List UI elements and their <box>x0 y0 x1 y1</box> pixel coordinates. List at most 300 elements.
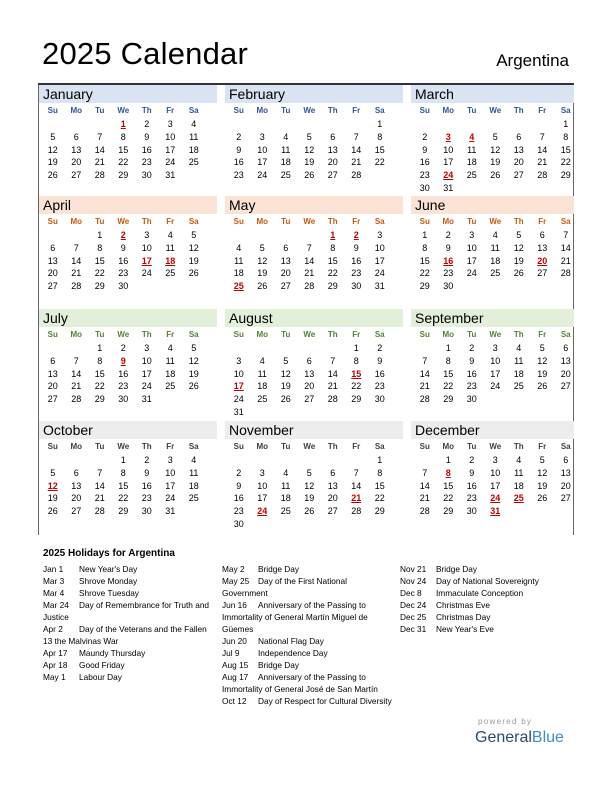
weekday-label: Tu <box>281 330 291 339</box>
day-cell: 9 <box>422 144 428 155</box>
weekday-label: Sa <box>188 442 199 451</box>
weekday-label: We <box>303 330 316 339</box>
weekday-label: Tu <box>467 330 477 339</box>
holiday-name: National Flag Day <box>258 636 324 646</box>
day-cell: 11 <box>467 144 477 155</box>
holiday-date: Aug 17 <box>222 672 249 682</box>
day-cell: 21 <box>327 381 338 392</box>
day-cell: 2 <box>422 131 428 142</box>
day-cell: 26 <box>257 281 268 292</box>
day-cell: 16 <box>466 368 477 379</box>
holiday-name: Christmas Day <box>436 612 491 622</box>
day-cell: 3 <box>167 119 173 129</box>
weekday-label: Th <box>141 217 152 226</box>
day-cell: 8 <box>120 467 126 478</box>
weekday-label: Su <box>419 442 430 451</box>
day-cell: 15 <box>118 144 129 155</box>
brand-general: General <box>475 729 532 746</box>
day-cell: 20 <box>560 480 571 491</box>
holiday-name: Independence Day <box>258 648 328 658</box>
day-cell: 15 <box>443 368 454 379</box>
day-cell: 30 <box>443 281 454 292</box>
holiday-entry <box>43 587 213 599</box>
day-cell: 25 <box>280 170 291 181</box>
empty-cell <box>227 454 251 467</box>
weekday-label: We <box>117 330 130 339</box>
day-cell: 17 <box>466 255 477 266</box>
holiday-name: Day of the Veterans and the Fallen 13 the Malvinas War <box>43 624 207 646</box>
day-cell: 8 <box>377 131 383 142</box>
day-cell: 29 <box>419 281 430 292</box>
weekday-header <box>225 439 403 454</box>
day-cell: 15 <box>419 255 430 266</box>
day-cell: 21 <box>71 381 82 392</box>
day-cell: 19 <box>188 255 199 266</box>
holiday-day: 24 <box>257 506 268 517</box>
day-grid <box>39 229 217 293</box>
holiday-name: Day of National Sovereignty <box>436 576 539 586</box>
day-cell: 23 <box>141 493 152 504</box>
day-cell: 14 <box>94 480 105 491</box>
day-cell: 19 <box>47 157 58 168</box>
holiday-date: Jun 20 <box>222 636 247 646</box>
empty-cell <box>274 454 298 467</box>
holiday-entry <box>43 659 213 671</box>
day-cell: 15 <box>443 480 454 491</box>
day-cell: 13 <box>537 242 548 253</box>
day-cell: 4 <box>516 343 522 353</box>
holiday-entry <box>400 611 580 623</box>
day-cell: 20 <box>71 157 82 168</box>
weekday-label: Sa <box>374 330 385 339</box>
empty-cell <box>345 118 369 131</box>
day-cell: 4 <box>283 467 289 478</box>
weekday-label: Fr <box>352 106 361 115</box>
day-cell: 26 <box>47 506 58 517</box>
holiday-day: 9 <box>120 355 126 366</box>
holiday-entry <box>400 599 580 611</box>
weekday-label: Sa <box>560 106 571 115</box>
day-cell: 3 <box>144 343 150 353</box>
day-cell: 27 <box>71 506 82 517</box>
weekday-label: Th <box>327 106 338 115</box>
day-cell: 4 <box>191 455 197 465</box>
day-cell: 18 <box>188 480 199 491</box>
day-cell: 20 <box>71 493 82 504</box>
day-cell: 26 <box>304 506 315 517</box>
day-cell: 1 <box>377 455 383 465</box>
day-cell: 20 <box>47 268 58 279</box>
day-cell: 11 <box>189 467 199 478</box>
weekday-label: Th <box>513 442 524 451</box>
day-grid <box>411 229 574 293</box>
holiday-entry <box>43 671 213 683</box>
day-cell: 10 <box>466 242 477 253</box>
empty-cell <box>251 454 275 467</box>
day-cell: 24 <box>141 268 152 279</box>
day-cell: 24 <box>490 381 501 392</box>
day-cell: 21 <box>71 268 82 279</box>
day-cell: 8 <box>120 131 126 142</box>
empty-cell <box>531 118 555 131</box>
day-cell: 4 <box>283 131 289 142</box>
weekday-label: Th <box>141 330 152 339</box>
calendar-grid <box>38 83 574 535</box>
day-cell: 29 <box>327 281 338 292</box>
day-cell: 9 <box>353 242 359 253</box>
day-cell: 25 <box>165 381 176 392</box>
weekday-label: Th <box>141 442 152 451</box>
holiday-date: Apr 17 <box>43 648 68 658</box>
day-cell: 24 <box>165 157 176 168</box>
day-cell: 17 <box>257 157 268 168</box>
holiday-day: 4 <box>469 131 475 142</box>
day-cell: 2 <box>236 131 242 142</box>
day-cell: 3 <box>259 467 265 478</box>
weekday-label: Sa <box>560 442 571 451</box>
holiday-column <box>400 563 580 635</box>
day-cell: 21 <box>560 255 571 266</box>
day-cell: 8 <box>377 467 383 478</box>
weekday-label: Tu <box>467 442 477 451</box>
day-cell: 9 <box>469 355 475 366</box>
day-cell: 24 <box>141 381 152 392</box>
day-cell: 13 <box>47 255 58 266</box>
empty-cell <box>298 342 322 355</box>
holiday-name: Anniversary of the Passing to Immortality of General Martín Miguel de Güemes <box>222 600 368 634</box>
empty-cell <box>484 118 508 131</box>
generalblue-logo[interactable] <box>475 729 564 747</box>
day-cell: 5 <box>283 355 289 366</box>
day-cell: 3 <box>492 343 498 353</box>
weekday-header <box>225 214 403 229</box>
holiday-date: Nov 21 <box>400 564 427 574</box>
day-cell: 13 <box>71 144 82 155</box>
month-name: May <box>225 196 403 214</box>
holiday-date: Apr 18 <box>43 660 68 670</box>
day-cell: 23 <box>374 381 385 392</box>
day-cell: 20 <box>513 157 524 168</box>
weekday-label: Fr <box>166 330 175 339</box>
empty-cell <box>413 118 437 131</box>
day-cell: 11 <box>234 255 244 266</box>
day-cell: 9 <box>445 242 451 253</box>
weekday-label: Su <box>233 106 244 115</box>
weekday-label: Tu <box>95 442 105 451</box>
day-cell: 16 <box>419 157 430 168</box>
day-cell: 28 <box>71 394 82 405</box>
day-cell: 30 <box>466 506 477 517</box>
day-cell: 27 <box>71 170 82 181</box>
day-cell: 24 <box>233 394 244 405</box>
weekday-label: Fr <box>166 217 175 226</box>
day-cell: 10 <box>443 144 454 155</box>
day-cell: 19 <box>490 157 501 168</box>
weekday-label: We <box>117 106 130 115</box>
day-cell: 23 <box>466 493 477 504</box>
weekday-label: Tu <box>467 106 477 115</box>
weekday-label: Sa <box>188 106 199 115</box>
day-cell: 7 <box>306 242 312 253</box>
day-cell: 5 <box>539 455 545 465</box>
day-cell: 7 <box>422 467 428 478</box>
day-cell: 24 <box>257 170 268 181</box>
holiday-date: Jan 1 <box>43 564 64 574</box>
country-name: Argentina <box>496 51 569 70</box>
weekday-header <box>39 214 217 229</box>
day-cell: 26 <box>537 493 548 504</box>
holidays-title: 2025 Holidays for Argentina <box>43 548 175 559</box>
day-cell: 5 <box>306 467 312 478</box>
holiday-day: 17 <box>141 255 152 266</box>
day-cell: 29 <box>118 170 129 181</box>
day-cell: 17 <box>257 493 268 504</box>
month-name: June <box>411 196 574 214</box>
weekday-label: We <box>489 106 502 115</box>
day-cell: 27 <box>47 281 58 292</box>
holiday-day: 31 <box>490 506 501 517</box>
day-cell: 23 <box>233 506 244 517</box>
day-grid <box>39 342 217 406</box>
day-cell: 24 <box>374 268 385 279</box>
empty-cell <box>437 118 461 131</box>
day-cell: 6 <box>563 343 569 353</box>
day-cell: 30 <box>141 506 152 517</box>
day-cell: 5 <box>50 467 56 478</box>
day-cell: 7 <box>330 355 336 366</box>
day-cell: 30 <box>419 182 430 193</box>
day-cell: 14 <box>71 255 82 266</box>
weekday-header <box>225 327 403 342</box>
day-grid <box>39 118 217 182</box>
day-cell: 28 <box>304 281 315 292</box>
month-name: January <box>39 85 217 103</box>
weekday-label: We <box>117 217 130 226</box>
day-cell: 4 <box>492 230 498 240</box>
holiday-day: 18 <box>165 255 176 266</box>
holiday-date: Jun 16 <box>222 600 247 610</box>
day-cell: 19 <box>188 368 199 379</box>
day-grid <box>411 454 574 518</box>
weekday-header <box>411 214 574 229</box>
day-cell: 28 <box>351 506 362 517</box>
weekday-label: Mo <box>256 442 269 451</box>
holiday-name: Shrove Tuesday <box>79 588 139 598</box>
day-cell: 29 <box>94 281 105 292</box>
weekday-label: Fr <box>352 330 361 339</box>
month-september <box>411 309 574 406</box>
day-cell: 31 <box>233 406 244 417</box>
holiday-date: Aug 15 <box>222 660 249 670</box>
day-cell: 5 <box>306 131 312 142</box>
day-cell: 7 <box>539 131 545 142</box>
weekday-label: We <box>489 217 502 226</box>
holiday-day: 16 <box>443 255 454 266</box>
holiday-day: 3 <box>445 131 451 142</box>
day-cell: 15 <box>374 480 385 491</box>
day-cell: 3 <box>492 455 498 465</box>
day-cell: 10 <box>257 144 268 155</box>
day-cell: 13 <box>560 467 571 478</box>
day-cell: 16 <box>351 255 362 266</box>
holiday-entry <box>222 575 392 599</box>
weekday-label: Su <box>419 330 430 339</box>
day-cell: 13 <box>304 368 315 379</box>
day-cell: 14 <box>419 368 430 379</box>
day-cell: 17 <box>165 480 176 491</box>
day-cell: 14 <box>351 480 362 491</box>
day-cell: 16 <box>141 144 152 155</box>
day-cell: 7 <box>97 131 103 142</box>
day-cell: 23 <box>233 170 244 181</box>
day-cell: 9 <box>236 144 242 155</box>
weekday-label: Su <box>47 217 58 226</box>
day-cell: 9 <box>120 242 126 253</box>
holiday-date: Mar 4 <box>43 588 65 598</box>
empty-cell <box>88 118 112 131</box>
weekday-label: Sa <box>560 330 571 339</box>
day-cell: 8 <box>97 242 103 253</box>
day-cell: 3 <box>469 230 475 240</box>
holiday-name: Labour Day <box>79 672 122 682</box>
day-cell: 18 <box>280 493 291 504</box>
day-cell: 13 <box>327 480 338 491</box>
day-cell: 31 <box>141 394 152 405</box>
holiday-date: Oct 12 <box>222 696 247 706</box>
weekday-label: Mo <box>442 442 455 451</box>
day-cell: 16 <box>233 157 244 168</box>
day-cell: 25 <box>490 268 501 279</box>
day-cell: 13 <box>47 368 58 379</box>
day-cell: 22 <box>118 493 129 504</box>
month-name: April <box>39 196 217 214</box>
day-cell: 25 <box>257 394 268 405</box>
day-cell: 27 <box>560 493 571 504</box>
month-march <box>411 85 574 195</box>
day-cell: 12 <box>188 355 199 366</box>
day-cell: 10 <box>165 131 176 142</box>
day-cell: 29 <box>560 170 571 181</box>
day-cell: 29 <box>443 394 454 405</box>
empty-cell <box>41 118 65 131</box>
day-cell: 4 <box>259 355 265 366</box>
day-cell: 13 <box>513 144 524 155</box>
day-cell: 12 <box>304 480 315 491</box>
weekday-label: Sa <box>374 106 385 115</box>
day-cell: 5 <box>492 131 498 142</box>
day-cell: 28 <box>537 170 548 181</box>
day-cell: 23 <box>141 157 152 168</box>
holiday-date: Mar 24 <box>43 600 69 610</box>
day-cell: 16 <box>374 368 385 379</box>
month-april <box>39 196 217 293</box>
day-cell: 5 <box>259 242 265 253</box>
month-february <box>225 85 403 182</box>
day-grid <box>225 118 403 182</box>
empty-cell <box>251 118 275 131</box>
weekday-label: Mo <box>256 217 269 226</box>
day-cell: 25 <box>466 170 477 181</box>
weekday-header <box>39 439 217 454</box>
day-cell: 14 <box>71 368 82 379</box>
weekday-label: Th <box>513 217 524 226</box>
weekday-label: Sa <box>188 330 199 339</box>
holiday-date: Nov 24 <box>400 576 427 586</box>
holiday-date: Dec 8 <box>400 588 422 598</box>
weekday-label: Sa <box>374 442 385 451</box>
day-cell: 12 <box>304 144 315 155</box>
day-cell: 15 <box>327 255 338 266</box>
holiday-entry <box>222 659 392 671</box>
day-cell: 28 <box>419 506 430 517</box>
holiday-entry <box>222 563 392 575</box>
day-cell: 16 <box>233 493 244 504</box>
day-cell: 7 <box>97 467 103 478</box>
day-cell: 26 <box>188 381 199 392</box>
holiday-day: 24 <box>443 170 454 181</box>
day-cell: 16 <box>141 480 152 491</box>
weekday-label: We <box>303 442 316 451</box>
holiday-name: Anniversary of the Passing to Immortality of General José de San Martín <box>222 672 378 694</box>
day-cell: 10 <box>374 242 385 253</box>
day-cell: 18 <box>188 144 199 155</box>
empty-cell <box>274 342 298 355</box>
day-cell: 28 <box>71 281 82 292</box>
day-cell: 23 <box>351 268 362 279</box>
day-cell: 2 <box>377 343 383 353</box>
day-cell: 21 <box>537 157 548 168</box>
holiday-name: Day of Remembrance for Truth and Justice <box>43 600 210 622</box>
holiday-entry <box>222 635 392 647</box>
day-cell: 31 <box>443 182 454 193</box>
day-grid <box>39 454 217 518</box>
weekday-label: Tu <box>281 442 291 451</box>
day-cell: 7 <box>73 355 79 366</box>
empty-cell <box>65 229 89 242</box>
day-cell: 11 <box>281 144 291 155</box>
weekday-label: Mo <box>70 442 83 451</box>
day-cell: 6 <box>516 131 522 142</box>
holiday-entry <box>43 563 213 575</box>
month-name: October <box>39 421 217 439</box>
month-name: December <box>411 421 574 439</box>
day-cell: 21 <box>351 157 362 168</box>
weekday-label: Sa <box>374 217 385 226</box>
day-cell: 21 <box>94 493 105 504</box>
holiday-name: Maundy Thursday <box>79 648 146 658</box>
day-cell: 30 <box>118 281 129 292</box>
holiday-day: 1 <box>120 119 126 129</box>
day-cell: 3 <box>167 455 173 465</box>
day-cell: 23 <box>466 381 477 392</box>
day-cell: 4 <box>191 119 197 129</box>
day-cell: 5 <box>191 230 197 240</box>
day-cell: 22 <box>443 493 454 504</box>
weekday-label: Fr <box>166 106 175 115</box>
day-cell: 22 <box>118 157 129 168</box>
weekday-header <box>411 327 574 342</box>
day-cell: 27 <box>304 394 315 405</box>
day-cell: 7 <box>353 467 359 478</box>
day-cell: 18 <box>513 368 524 379</box>
holiday-day: 25 <box>513 493 524 504</box>
day-cell: 30 <box>374 394 385 405</box>
day-cell: 6 <box>73 131 79 142</box>
day-cell: 12 <box>537 355 548 366</box>
weekday-label: Tu <box>281 106 291 115</box>
weekday-label: Mo <box>442 330 455 339</box>
weekday-label: Th <box>327 442 338 451</box>
